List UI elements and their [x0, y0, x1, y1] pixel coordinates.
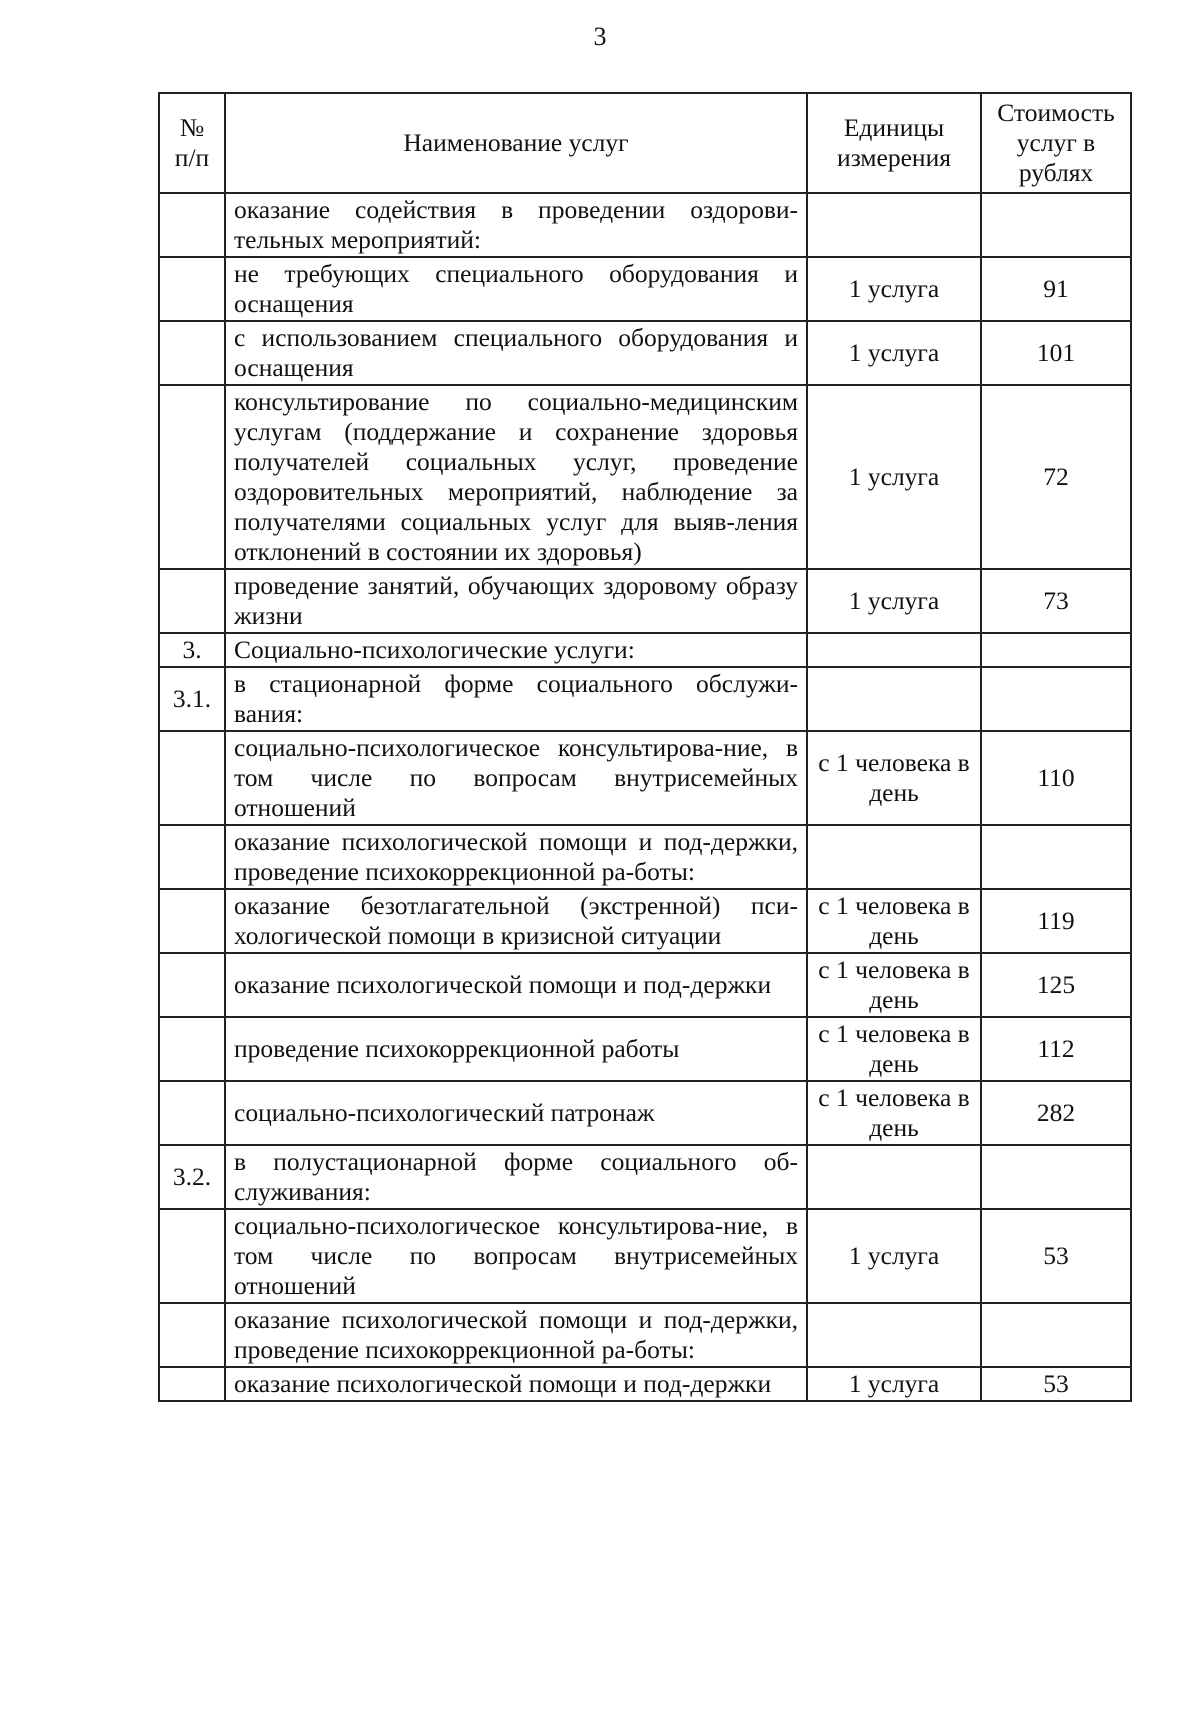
- cell-cost: 119: [981, 889, 1131, 953]
- cell-cost: [981, 1145, 1131, 1209]
- cell-unit: 1 услуга: [807, 321, 981, 385]
- cell-cost: 53: [981, 1367, 1131, 1401]
- table-body: [159, 193, 1131, 1401]
- cell-unit: с 1 человека в день: [807, 731, 981, 825]
- cell-unit: 1 услуга: [807, 1209, 981, 1303]
- cell-service-name: проведение психокоррекционной работы: [225, 1017, 807, 1081]
- table-row: [159, 1145, 1131, 1209]
- cell-num: [159, 1017, 225, 1081]
- cell-unit: 1 услуга: [807, 569, 981, 633]
- table-row: [159, 633, 1131, 667]
- cell-num: [159, 1081, 225, 1145]
- cell-service-name: социально-психологическое консультирова-ние, в том числе по вопросам внутрисемейных отношений: [225, 731, 807, 825]
- cell-service-name: оказание содействия в проведении оздорови-тельных мероприятий:: [225, 193, 807, 257]
- cell-service-name: оказание безотлагательной (экстренной) пси-хологической помощи в кризисной ситуации: [225, 889, 807, 953]
- cell-num: [159, 1367, 225, 1401]
- cell-num: [159, 569, 225, 633]
- cell-num: [159, 193, 225, 257]
- services-price-table-container: [158, 92, 1130, 1402]
- cell-num: 3.: [159, 633, 225, 667]
- table-row: [159, 321, 1131, 385]
- cell-unit: с 1 человека в день: [807, 889, 981, 953]
- cell-num: [159, 321, 225, 385]
- cell-num: 3.2.: [159, 1145, 225, 1209]
- cell-num: 3.1.: [159, 667, 225, 731]
- cell-service-name: социально-психологический патронаж: [225, 1081, 807, 1145]
- cell-service-name: проведение занятий, обучающих здоровому образу жизни: [225, 569, 807, 633]
- table-row: [159, 953, 1131, 1017]
- cell-num: [159, 1303, 225, 1367]
- cell-num: [159, 1209, 225, 1303]
- cell-service-name: с использованием специального оборудования и оснащения: [225, 321, 807, 385]
- cell-cost: 112: [981, 1017, 1131, 1081]
- table-row: [159, 1209, 1131, 1303]
- cell-unit: 1 услуга: [807, 1367, 981, 1401]
- cell-cost: 125: [981, 953, 1131, 1017]
- cell-cost: 282: [981, 1081, 1131, 1145]
- cell-unit: [807, 633, 981, 667]
- cell-service-name: консультирование по социально-медицинским услугам (поддержание и сохранение здоровья получателей социальных услуг, проведение оздоровительных мероприятий, наблюдение за получателями социальных услуг для выяв-ления отклонений в состоянии их здоровья): [225, 385, 807, 569]
- cell-cost: [981, 825, 1131, 889]
- table-row: [159, 825, 1131, 889]
- cell-unit: 1 услуга: [807, 385, 981, 569]
- cell-unit: [807, 667, 981, 731]
- cell-cost: [981, 1303, 1131, 1367]
- cell-cost: 101: [981, 321, 1131, 385]
- cell-unit: [807, 1145, 981, 1209]
- header-unit: Единицы измерения: [807, 93, 981, 193]
- table-header-row: [159, 93, 1131, 193]
- table-row: [159, 257, 1131, 321]
- cell-cost: 73: [981, 569, 1131, 633]
- cell-cost: 91: [981, 257, 1131, 321]
- cell-service-name: Социально-психологические услуги:: [225, 633, 807, 667]
- cell-num: [159, 953, 225, 1017]
- header-cost: Стоимость услуг в рублях: [981, 93, 1131, 193]
- page-number: 3: [593, 22, 607, 51]
- cell-service-name: оказание психологической помощи и под-держки: [225, 953, 807, 1017]
- cell-cost: [981, 193, 1131, 257]
- cell-unit: [807, 1303, 981, 1367]
- cell-service-name: оказание психологической помощи и под-держки: [225, 1367, 807, 1401]
- cell-num: [159, 731, 225, 825]
- cell-service-name: социально-психологическое консультирова-ние, в том числе по вопросам внутрисемейных отношений: [225, 1209, 807, 1303]
- cell-service-name: в стационарной форме социального обслужи-вания:: [225, 667, 807, 731]
- cell-cost: [981, 633, 1131, 667]
- cell-num: [159, 889, 225, 953]
- table-row: [159, 385, 1131, 569]
- cell-service-name: в полустационарной форме социального об-служивания:: [225, 1145, 807, 1209]
- cell-unit: 1 услуга: [807, 257, 981, 321]
- cell-service-name: оказание психологической помощи и под-держки, проведение психокоррекционной ра-боты:: [225, 1303, 807, 1367]
- cell-unit: с 1 человека в день: [807, 953, 981, 1017]
- cell-service-name: оказание психологической помощи и под-держки, проведение психокоррекционной ра-боты:: [225, 825, 807, 889]
- cell-num: [159, 385, 225, 569]
- header-name: Наименование услуг: [225, 93, 807, 193]
- header-num: № п/п: [159, 93, 225, 193]
- table-row: [159, 193, 1131, 257]
- table-row: [159, 569, 1131, 633]
- cell-service-name: не требующих специального оборудования и оснащения: [225, 257, 807, 321]
- cell-cost: 72: [981, 385, 1131, 569]
- table-row: [159, 667, 1131, 731]
- table-row: [159, 1081, 1131, 1145]
- table-row: [159, 1017, 1131, 1081]
- cell-unit: с 1 человека в день: [807, 1017, 981, 1081]
- table-row: [159, 1303, 1131, 1367]
- cell-unit: с 1 человека в день: [807, 1081, 981, 1145]
- cell-cost: 110: [981, 731, 1131, 825]
- cell-cost: 53: [981, 1209, 1131, 1303]
- cell-num: [159, 825, 225, 889]
- table-row: [159, 1367, 1131, 1401]
- services-price-table: [158, 92, 1132, 1402]
- cell-cost: [981, 667, 1131, 731]
- cell-unit: [807, 825, 981, 889]
- table-row: [159, 889, 1131, 953]
- cell-unit: [807, 193, 981, 257]
- table-row: [159, 731, 1131, 825]
- cell-num: [159, 257, 225, 321]
